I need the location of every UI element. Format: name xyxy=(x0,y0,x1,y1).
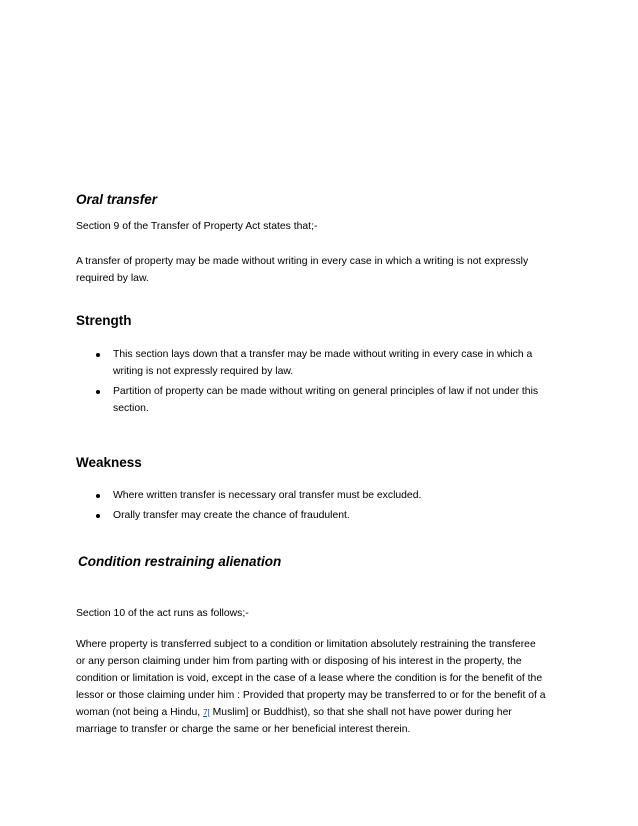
condition-intro: Section 10 of the act runs as follows;- xyxy=(76,608,249,619)
heading-weakness: Weakness xyxy=(76,455,142,470)
list-item: Partition of property can be made without writing on general principles of law if not under this section. xyxy=(96,383,546,417)
bullet-icon xyxy=(96,353,100,357)
bullet-icon xyxy=(96,390,100,394)
list-item: Where written transfer is necessary oral transfer must be excluded. xyxy=(96,487,546,504)
oral-text: A transfer of property may be made without writing in every case in which a writing is not expressly required by law. xyxy=(76,256,529,284)
heading-condition-restraining-alienation: Condition restraining alienation xyxy=(78,554,282,569)
weakness-list xyxy=(96,487,546,527)
footnote-link[interactable]: 7[ xyxy=(203,708,210,717)
condition-text: Where property is transferred subject to a condition or limitation absolutely restraining the transferee or any person claiming under him from parting with or disposing of his interest in the property, the condition or limitation is void, except in the case of a lease where the condition is for the benefit of the lessor or those claiming under him : Provided that property may be transferred to or for the benefit of a woman (not being a Hindu, $^{7[}$ Muslim] or Buddhist), so that she shall not have power during her marriage to transfer or charge the same or her beneficial interest therein. xyxy=(76,639,546,735)
list-item: This section lays down that a transfer may be made without writing in every case in which a writing is not expressly required by law. xyxy=(96,346,546,380)
bullet-icon xyxy=(96,514,100,518)
heading-oral-transfer: Oral transfer xyxy=(76,192,158,207)
heading-strength: Strength xyxy=(76,313,132,328)
strength-list xyxy=(96,346,546,420)
list-item: Orally transfer may create the chance of fraudulent. xyxy=(96,507,546,524)
bullet-icon xyxy=(96,494,100,498)
oral-intro: Section 9 of the Transfer of Property Act states that;- xyxy=(76,221,318,232)
